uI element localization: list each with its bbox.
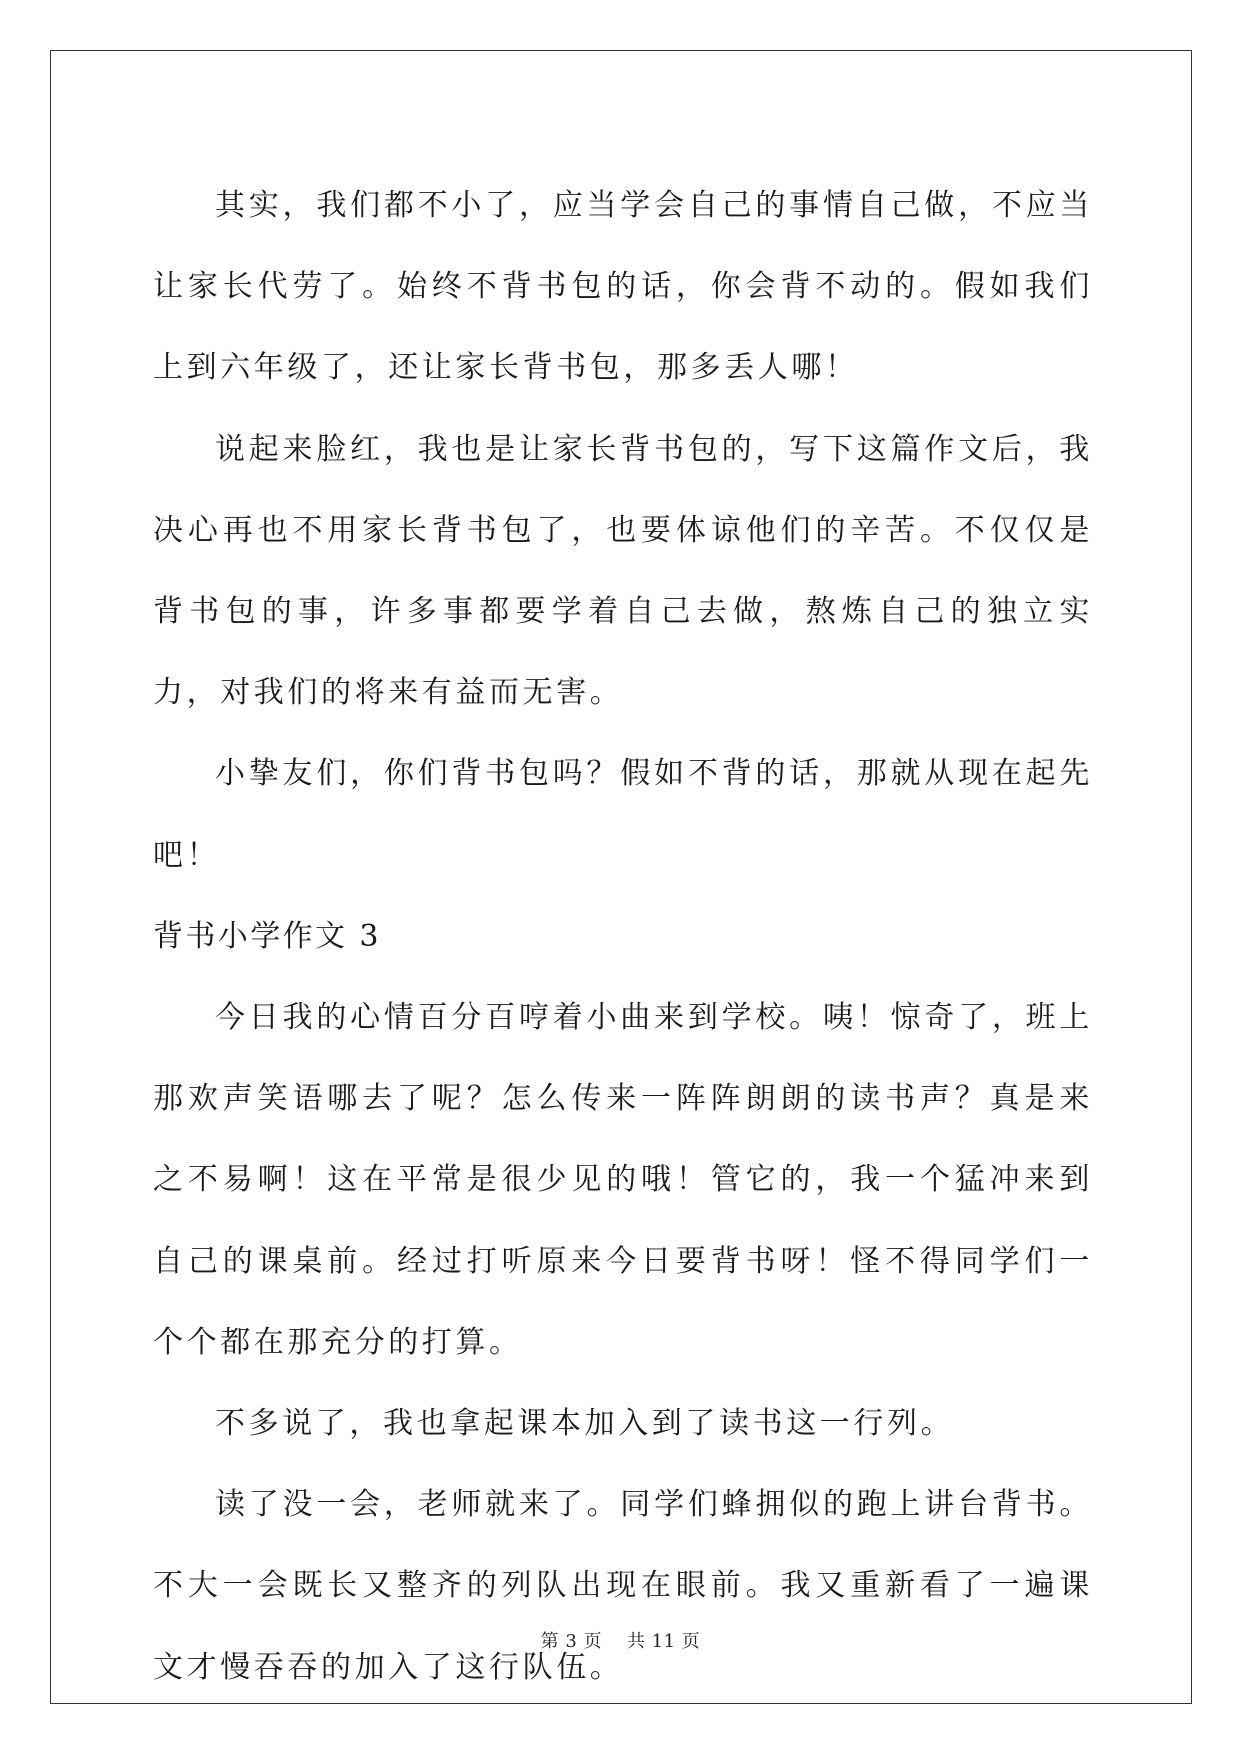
document-body (153, 165, 1093, 1708)
paragraph: 小挚友们，你们背书包吗？假如不背的话，那就从现在起先吧！ (153, 756, 1093, 873)
paragraph: 说起来脸红，我也是让家长背书包的，写下这篇作文后，我决心再也不用家长背书包了，也要体谅他们的辛苦。不仅仅是背书包的事，许多事都要学着自己去做，熬炼自己的独立实力，对我们的将来有益而无害。 (153, 431, 1093, 711)
paragraph: 不多说了，我也拿起课本加入到了读书这一行列。 (215, 1406, 955, 1442)
paragraph: 读了没一会，老师就来了。同学们蜂拥似的跑上讲台背书。不大一会既长又整齐的列队出现在眼前。我又重新看了一遍课文才慢吞吞的加入了这行队伍。 (153, 1487, 1093, 1685)
paragraph: 其实，我们都不小了，应当学会自己的事情自己做，不应当让家长代劳了。始终不背书包的话，你会背不动的。假如我们上到六年级了，还让家长背书包，那多丢人哪！ (153, 188, 1093, 386)
paragraph: 今日我的心情百分百哼着小曲来到学校。咦！惊奇了，班上那欢声笑语哪去了呢？怎么传来一阵阵朗朗的读书声？真是来之不易啊！这在平常是很少见的哦！管它的，我一个猛冲来到自己的课桌前。经过打听原来今日要背书呀！怪不得同学们一个个都在那充分的打算。 (153, 1000, 1093, 1360)
section-heading: 背书小学作文 3 (153, 918, 381, 954)
page-number-footer: 第 3 页 共 11 页 (540, 1631, 701, 1652)
